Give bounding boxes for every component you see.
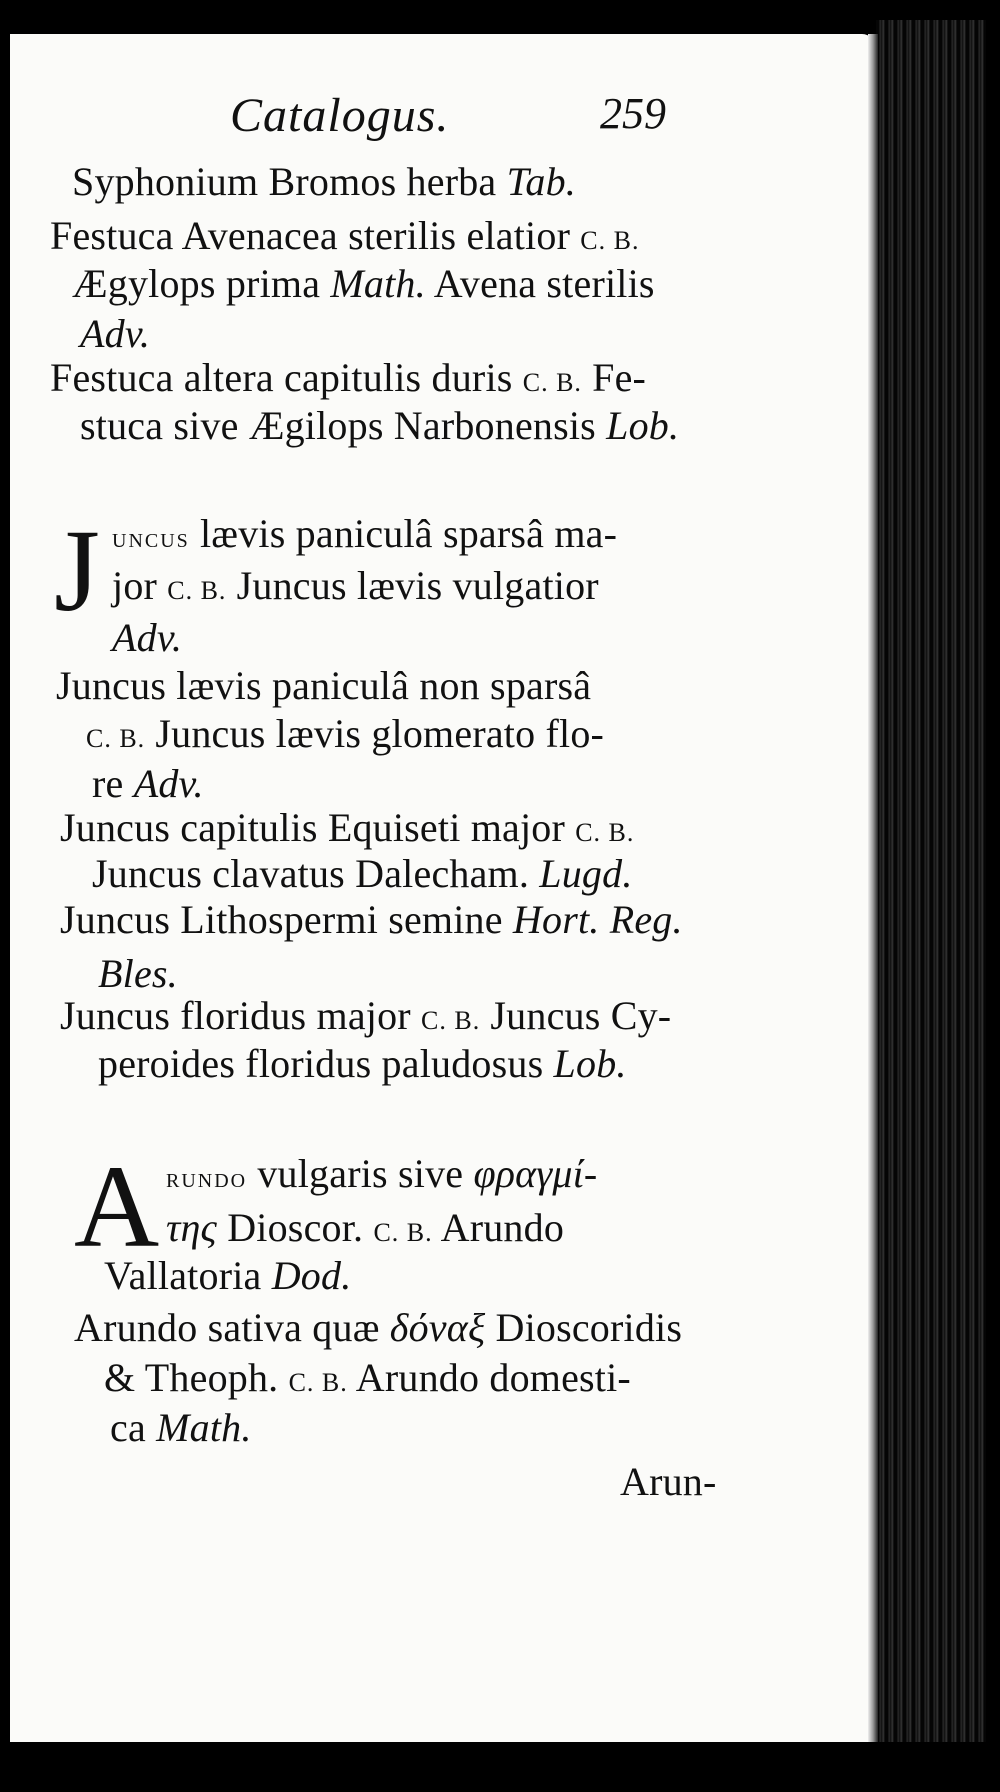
catchword: Arun-	[620, 1459, 717, 1504]
text-line: Arundo sativa quæ δόναξ Dioscoridis	[74, 1305, 683, 1350]
text-line: C. B. Juncus lævis glomerato flo-	[86, 711, 605, 756]
text-line: & Theoph. C. B. Arundo domesti-	[104, 1355, 631, 1400]
page-number: 259	[600, 89, 666, 138]
text-line: Juncus capitulis Equiseti major C. B.	[60, 805, 635, 850]
text-line: Bles.	[98, 951, 178, 996]
drop-cap: J	[54, 505, 100, 636]
running-title: Catalogus.	[230, 89, 450, 142]
drop-cap: A	[74, 1141, 160, 1272]
text-line: peroides floridus paludosus Lob.	[98, 1041, 627, 1086]
text-line: Festuca altera capitulis duris C. B. Fe-	[50, 355, 647, 400]
text-line: της Dioscor. C. B. Arundo	[166, 1205, 565, 1250]
text-line: Ægylops prima Math. Avena sterilis	[72, 261, 655, 306]
text-line: uncus lævis paniculâ sparsâ ma-	[112, 511, 618, 556]
text-line: Vallatoria Dod.	[104, 1253, 352, 1298]
text-line: Adv.	[80, 311, 151, 356]
text-line: ca Math.	[110, 1405, 252, 1450]
text-line: stuca sive Ægilops Narbonensis Lob.	[80, 403, 680, 448]
text-line: Adv.	[112, 615, 183, 660]
book-gutter	[876, 20, 986, 1742]
text-line: jor C. B. Juncus lævis vulgatior	[112, 563, 599, 608]
text-line: Festuca Avenacea sterilis elatior C. B.	[50, 213, 640, 258]
scan-border	[0, 1742, 1000, 1792]
text-line: Juncus floridus major C. B. Juncus Cy-	[60, 993, 672, 1038]
text-line: Juncus clavatus Dalecham. Lugd.	[92, 851, 633, 896]
page-edge	[868, 34, 878, 1742]
text-line: rundo vulgaris sive φραγμί-	[166, 1151, 598, 1196]
text-line: re Adv.	[92, 761, 204, 806]
text-line: Juncus lævis paniculâ non sparsâ	[56, 663, 592, 708]
text-line: Syphonium Bromos herba Tab.	[72, 159, 576, 204]
text-line: Juncus Lithospermi semine Hort. Reg.	[60, 897, 683, 942]
